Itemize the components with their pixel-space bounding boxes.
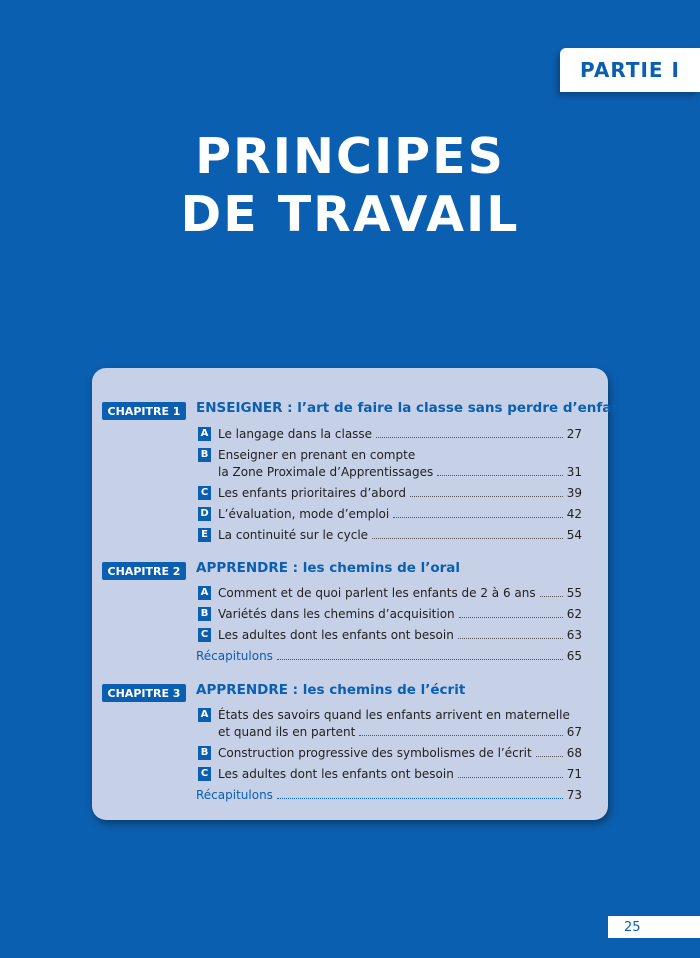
leader-dots: [410, 495, 563, 497]
part-label: PARTIE I: [560, 48, 700, 92]
leader-dots: [372, 537, 563, 539]
entry-label: Les adultes dont les enfants ont besoin: [218, 767, 454, 781]
entry-letter: C: [198, 767, 211, 781]
title-line-1: PRINCIPES: [195, 128, 505, 185]
entry-label: Les adultes dont les enfants ont besoin: [218, 628, 454, 642]
entry-label: Le langage dans la classe: [218, 427, 373, 441]
entry-letter: A: [198, 427, 211, 441]
leader-dots: [359, 734, 562, 736]
title-line-2: DE TRAVAIL: [180, 186, 520, 243]
entry-page: 55: [566, 586, 582, 600]
entry-letter: C: [198, 486, 211, 500]
chapter-badge: CHAPITRE 1: [102, 402, 186, 420]
entry-label: Variétés dans les chemins d’acquisition: [218, 607, 455, 621]
recap-page: 73: [566, 788, 582, 802]
entry-letter: B: [198, 746, 211, 760]
recap-label: Récapitulons: [196, 788, 273, 802]
leader-dots: [458, 776, 563, 778]
entry-label: Les enfants prioritaires d’abord: [218, 486, 406, 500]
page-title: [0, 128, 700, 244]
entry-letter: A: [198, 708, 211, 722]
entry-letter: B: [198, 448, 211, 462]
leader-dots: [437, 474, 562, 476]
recap-label: Récapitulons: [196, 649, 273, 663]
leader-dots: [277, 797, 563, 799]
chapter-title: ENSEIGNER : l’art de faire la classe sans perdre d’enfants: [196, 400, 636, 416]
leader-dots: [277, 658, 563, 660]
table-of-contents: [92, 368, 636, 820]
entry-page: 63: [566, 628, 582, 642]
entry-page: 31: [566, 465, 582, 479]
leader-dots: [540, 595, 563, 597]
chapter-badge: CHAPITRE 3: [102, 684, 186, 702]
leader-dots: [459, 616, 563, 618]
entry-page: 27: [566, 427, 582, 441]
leader-dots: [458, 637, 563, 639]
entry-label: L’évaluation, mode d’emploi: [218, 507, 390, 521]
entry-page: 39: [566, 486, 582, 500]
leader-dots: [536, 755, 563, 757]
chapter-badge: CHAPITRE 2: [102, 562, 186, 580]
entry-label-continued: et quand ils en partent: [218, 725, 356, 739]
entry-label: Enseigner en prenant en compte: [218, 448, 416, 462]
leader-dots: [376, 436, 563, 438]
chapter-title: APPRENDRE : les chemins de l’écrit: [196, 682, 466, 698]
entry-page: 68: [566, 746, 582, 760]
entry-page: 42: [566, 507, 582, 521]
entry-letter: E: [198, 528, 211, 542]
entry-letter: C: [198, 628, 211, 642]
entry-letter: D: [198, 507, 211, 521]
entry-label: États des savoirs quand les enfants arrivent en maternelle: [218, 708, 570, 722]
chapter-title: APPRENDRE : les chemins de l’oral: [196, 560, 461, 576]
entry-letter: B: [198, 607, 211, 621]
recap-page: 65: [566, 649, 582, 663]
entry-letter: A: [198, 586, 211, 600]
entry-page: 67: [566, 725, 582, 739]
entry-page: 71: [566, 767, 582, 781]
page-number: 25: [608, 916, 700, 938]
entry-page: 62: [566, 607, 582, 621]
entry-label-continued: la Zone Proximale d’Apprentissages: [218, 465, 434, 479]
leader-dots: [393, 516, 562, 518]
entry-label: La continuité sur le cycle: [218, 528, 369, 542]
entry-label: Comment et de quoi parlent les enfants de 2 à 6 ans: [218, 586, 536, 600]
entry-page: 54: [566, 528, 582, 542]
entry-label: Construction progressive des symbolismes de l’écrit: [218, 746, 532, 760]
